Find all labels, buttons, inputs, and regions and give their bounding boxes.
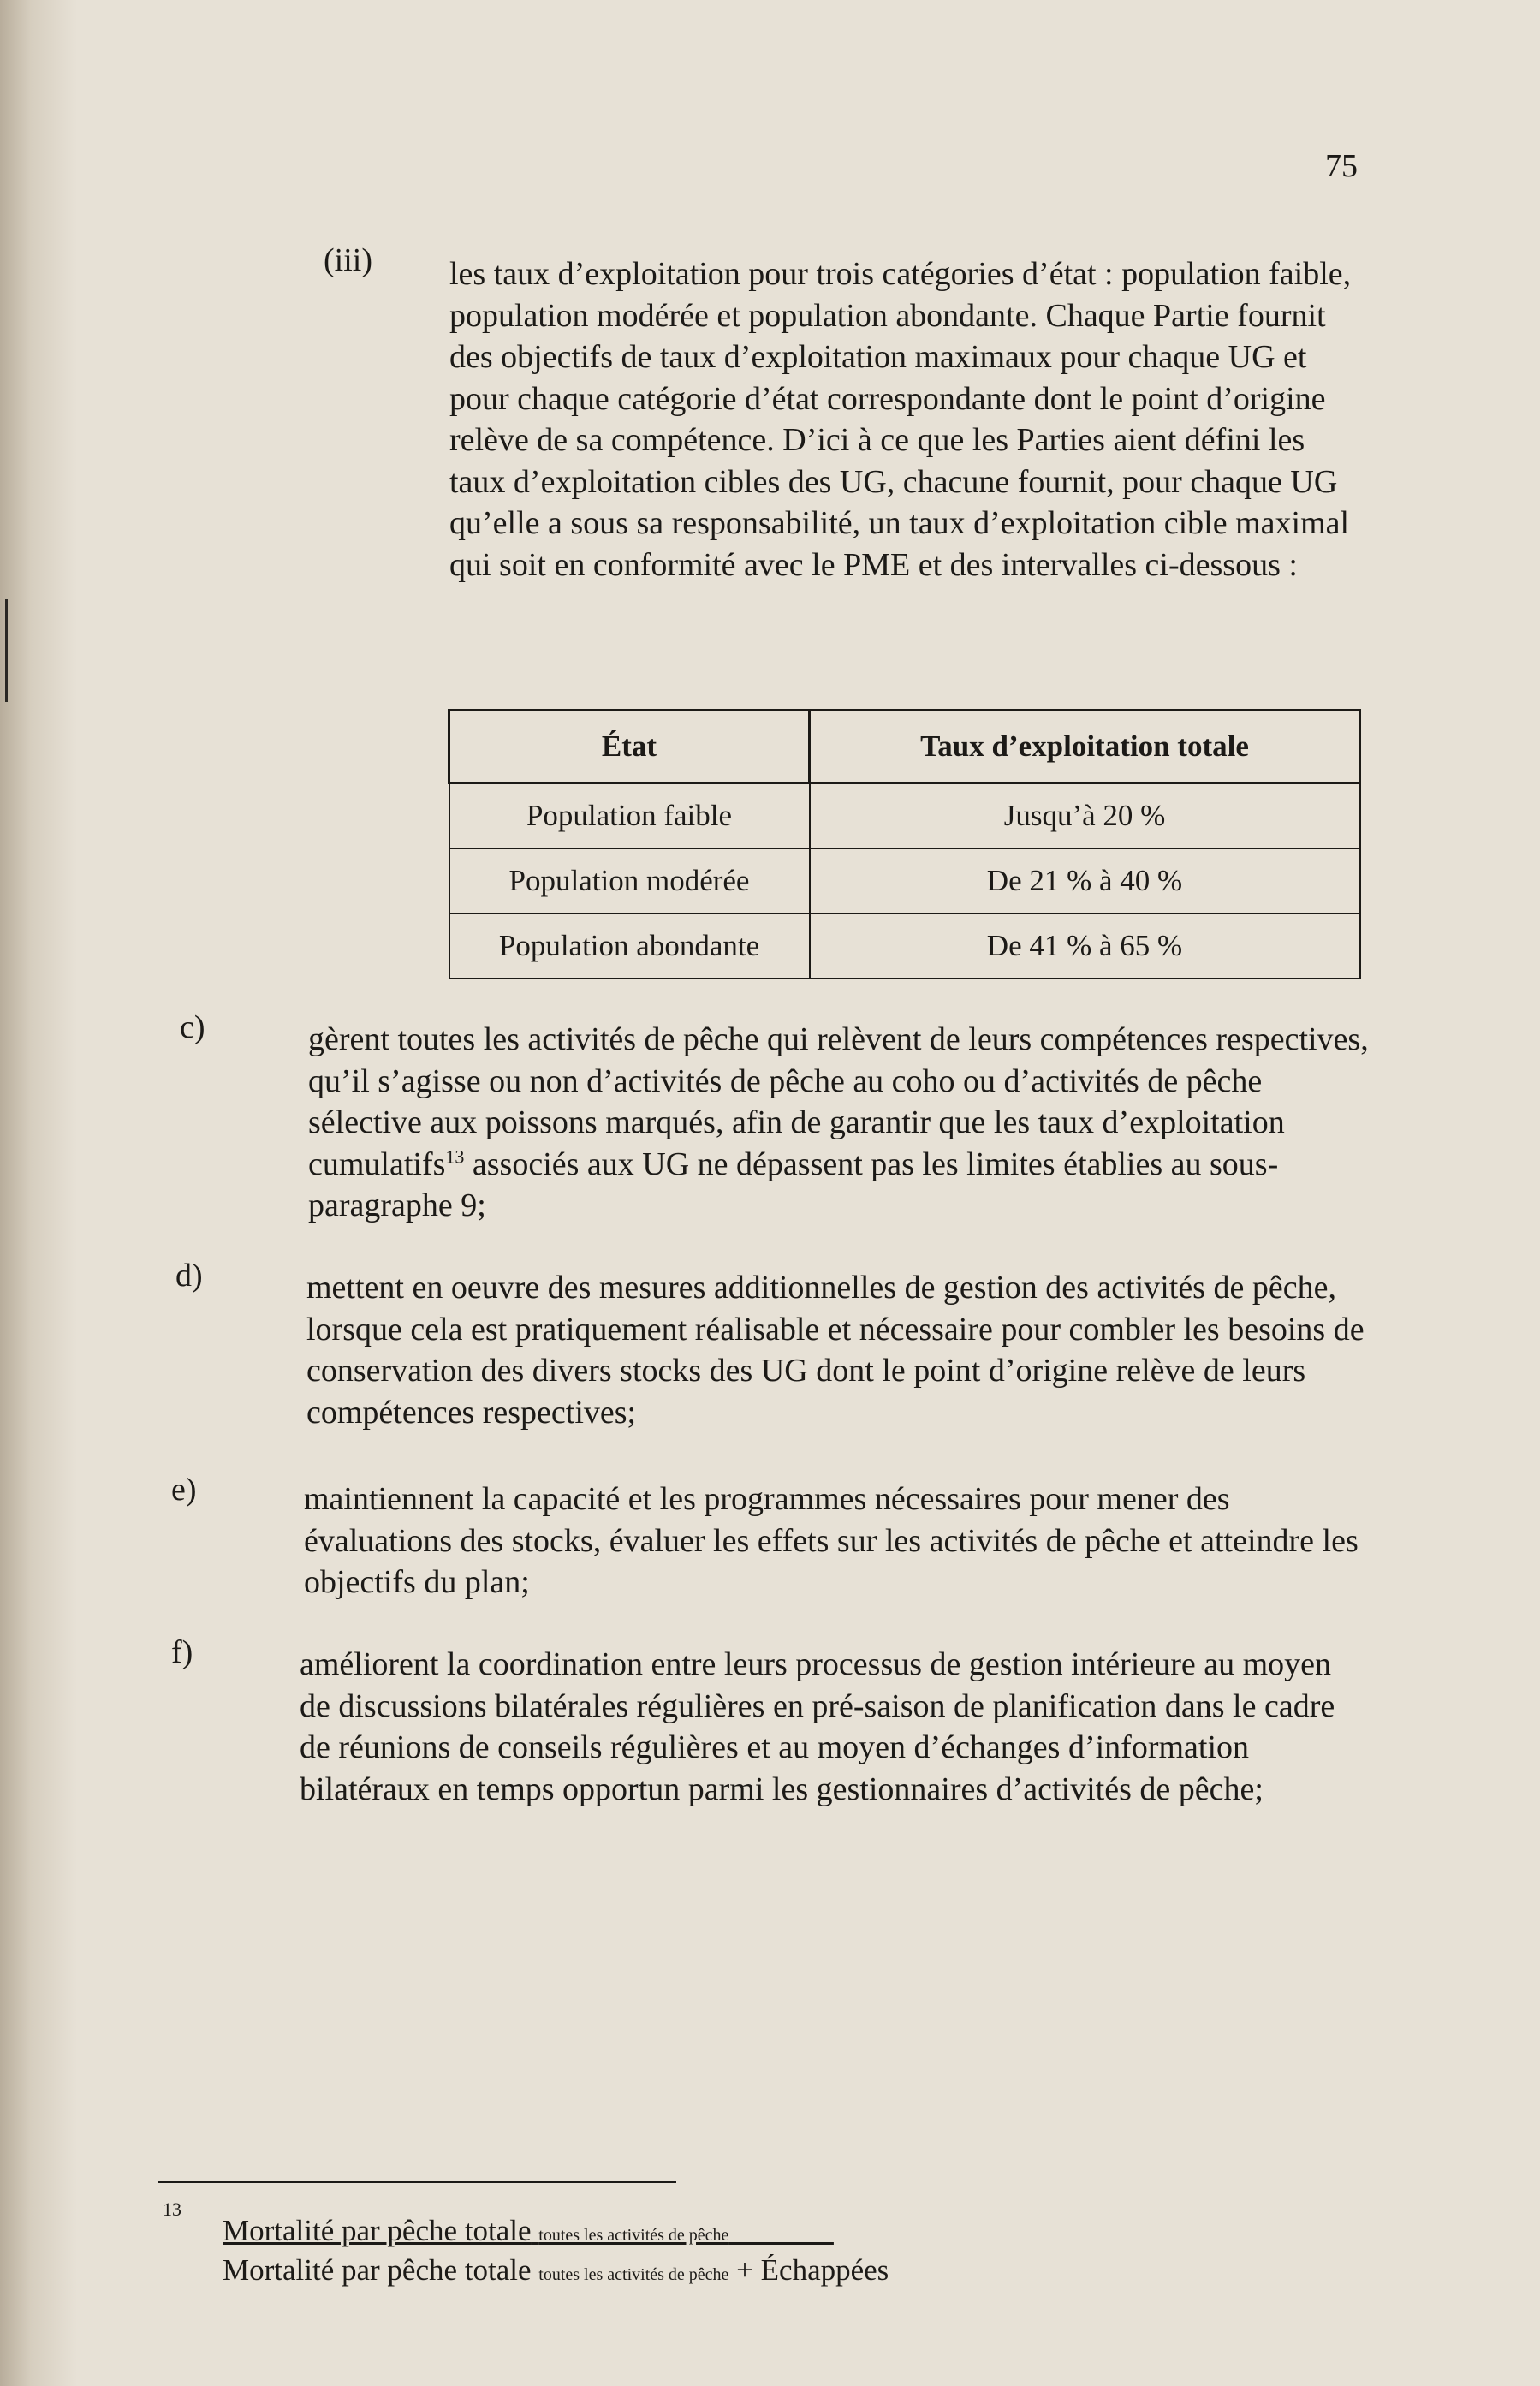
table-cell: Population faible (449, 783, 810, 849)
table-header-cell: Taux d’exploitation totale (810, 711, 1360, 783)
table-cell: Jusqu’à 20 % (810, 783, 1360, 849)
table-cell: De 21 % à 40 % (810, 848, 1360, 913)
item-c-text-after: associés aux UG ne dépassent pas les limites établies au sous-paragraphe 9; (308, 1145, 1279, 1223)
table-row (449, 848, 1360, 913)
item-iii-text: les taux d’exploitation pour trois catégories d’état : population faible, population modérée et population abondante. Chaque Partie fournit des objectifs de taux d’exploitation maximaux pour chaque UG et pour chaque catégorie d’état correspondante dont le point d’origine relève de sa compétence. D’ici à ce que les Parties aient défini les taux d’exploitation cibles des UG, chacune fournit, pour chaque UG qu’elle a sous sa responsabilité, un taux d’exploitation cible maximal qui soit en conformité avec le PME et des intervalles ci-dessous : (449, 256, 1352, 583)
page-number: 75 (1325, 148, 1358, 184)
item-c-text-before: gèrent toutes les activités de pêche qui relèvent de leurs compétences respectives, qu’il s’agisse ou non d’activités de pêche au coho ou d’activités de pêche sélective aux poissons marqués, afin de garantir que les taux d’exploitation cumulatifs (308, 1021, 1369, 1182)
item-c-text (308, 1019, 1370, 1227)
footnote-numerator-main: Mortalité par pêche totale (223, 2214, 532, 2247)
item-e-marker: e) (171, 1472, 197, 1508)
item-d-text: mettent en oeuvre des mesures additionnelles de gestion des activités de pêche, lorsque cela est pratiquement réalisable et nécessaire pour combler les besoins de conservation des divers stocks des UG dont le point d’origine relève de leurs compétences respectives; (306, 1270, 1365, 1431)
table-header-row (449, 711, 1360, 783)
item-c-marker: c) (180, 1009, 205, 1045)
table-header-cell: État (449, 711, 810, 783)
table-cell: De 41 % à 65 % (810, 913, 1360, 979)
footnote-denominator-sub: toutes les activités de pêche (538, 2265, 729, 2284)
item-f-text: améliorent la coordination entre leurs processus de gestion intérieure au moyen de discussions bilatérales régulières en pré-saison de planification dans le cadre de réunions de conseils régulières et au moyen d’échanges d’information bilatéraux en temps opportun parmi les gestionnaires d’activités de pêche; (300, 1646, 1335, 1807)
footnote-numerator-sub: toutes les activités de pêche (538, 2226, 729, 2245)
footnote-separator (158, 2181, 676, 2183)
page-binding-shadow (0, 0, 77, 2386)
footnote-numerator (223, 2214, 834, 2248)
page-edge-mark (5, 599, 8, 702)
footnote-denominator-tail: + Échappées (736, 2253, 889, 2287)
table-cell: Population abondante (449, 913, 810, 979)
item-d-marker: d) (175, 1258, 203, 1294)
item-iii-marker: (iii) (324, 242, 372, 278)
footnote-number: 13 (163, 2199, 181, 2220)
footnote-denominator (223, 2253, 889, 2288)
exploitation-rate-table (448, 709, 1361, 979)
table-cell: Population modérée (449, 848, 810, 913)
footnote-denominator-main: Mortalité par pêche totale (223, 2253, 532, 2287)
table-row (449, 913, 1360, 979)
table-row (449, 783, 1360, 849)
item-e-text: maintiennent la capacité et les programmes nécessaires pour mener des évaluations des stocks, évaluer les effets sur les activités de pêche et atteindre les objectifs du plan; (304, 1481, 1359, 1600)
footnote-reference: 13 (445, 1145, 465, 1167)
item-f-marker: f) (171, 1634, 193, 1670)
